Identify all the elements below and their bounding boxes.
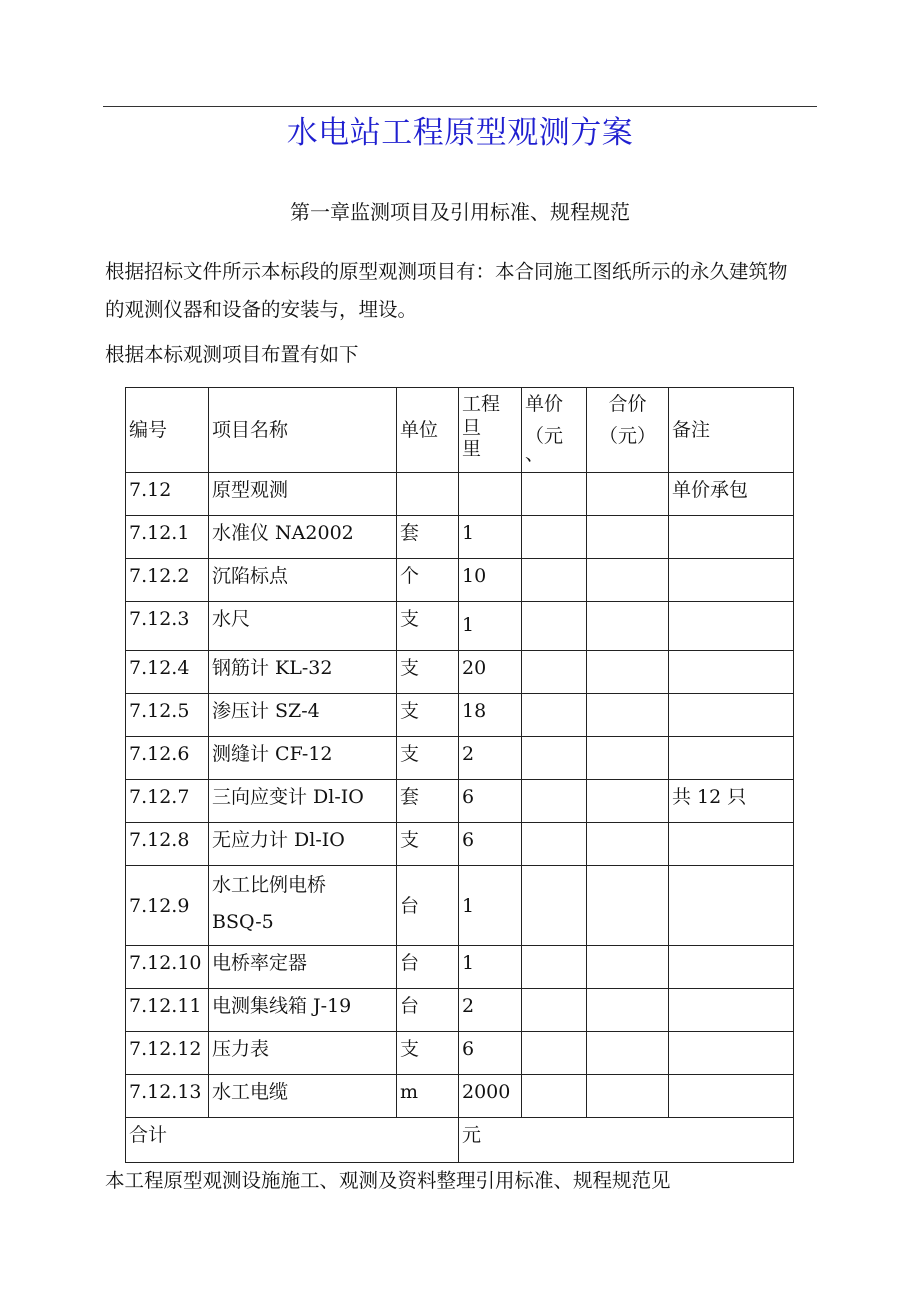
cell-quantity: 1 (459, 946, 522, 989)
cell-unit-price (522, 866, 587, 946)
cell-total-price (587, 989, 669, 1032)
cell-total-price (587, 946, 669, 989)
cell-unit-price (522, 1032, 587, 1075)
cell-total-price (587, 1032, 669, 1075)
cell-quantity: 6 (459, 823, 522, 866)
header-name: 项目名称 (209, 388, 397, 473)
cell-unit: 套 (397, 780, 459, 823)
cell-total-price (587, 559, 669, 602)
table-row (126, 866, 794, 946)
table-row (126, 823, 794, 866)
cell-code: 7.12.5 (126, 694, 209, 737)
cell-name: 测缝计 CF-12 (209, 737, 397, 780)
cell-total-price (587, 866, 669, 946)
cell-code: 7.12.12 (126, 1032, 209, 1075)
cell-unit: 支 (397, 694, 459, 737)
cell-name (209, 866, 397, 946)
cell-code: 7.12.13 (126, 1075, 209, 1118)
cell-quantity (459, 473, 522, 516)
cell-unit-price (522, 737, 587, 780)
cell-quantity: 10 (459, 559, 522, 602)
header-total-price (587, 388, 669, 473)
cell-code: 7.12.10 (126, 946, 209, 989)
cell-unit-price (522, 1075, 587, 1118)
cell-quantity: 18 (459, 694, 522, 737)
cell-total-price (587, 823, 669, 866)
header-quantity (459, 388, 522, 473)
header-total-price-line1: 合价 (608, 393, 647, 415)
cell-unit: 支 (397, 1032, 459, 1075)
cell-name-line2: BSQ-5 (212, 911, 274, 933)
cell-code: 7.12.3 (126, 602, 209, 651)
cell-remark (669, 516, 794, 559)
total-value: 元 (459, 1118, 794, 1163)
top-rule (103, 106, 817, 107)
cell-name: 电桥率定器 (209, 946, 397, 989)
table-total-row (126, 1118, 794, 1163)
header-quantity-line3: 里 (462, 438, 482, 460)
table-row (126, 516, 794, 559)
cell-unit: 台 (397, 946, 459, 989)
cell-unit: 支 (397, 602, 459, 651)
cell-remark: 共 12 只 (669, 780, 794, 823)
cell-total-price (587, 1075, 669, 1118)
cell-quantity: 1 (459, 516, 522, 559)
monitoring-items-table (125, 387, 794, 1163)
cell-remark (669, 559, 794, 602)
cell-total-price (587, 780, 669, 823)
table-row (126, 989, 794, 1032)
table-row (126, 946, 794, 989)
chapter-title: 第一章监测项目及引用标准、规程规范 (290, 200, 630, 224)
table-row (126, 694, 794, 737)
cell-name: 压力表 (209, 1032, 397, 1075)
table-header-row (126, 388, 794, 473)
cell-unit: 支 (397, 651, 459, 694)
cell-unit-price (522, 473, 587, 516)
cell-code: 7.12.1 (126, 516, 209, 559)
cell-unit-price (522, 989, 587, 1032)
cell-unit-price (522, 780, 587, 823)
cell-code: 7.12.6 (126, 737, 209, 780)
table-row (126, 1075, 794, 1118)
cell-unit: 支 (397, 823, 459, 866)
cell-code: 7.12.4 (126, 651, 209, 694)
header-quantity-line2: 旦 (462, 417, 482, 439)
table-intro: 根据本标观测项目布置有如下 (105, 343, 359, 366)
cell-name: 渗压计 SZ-4 (209, 694, 397, 737)
cell-quantity: 6 (459, 780, 522, 823)
cell-code: 7.12.2 (126, 559, 209, 602)
table-row (126, 602, 794, 651)
cell-quantity: 1 (459, 866, 522, 946)
cell-name: 水尺 (209, 602, 397, 651)
cell-name: 原型观测 (209, 473, 397, 516)
header-code: 编号 (126, 388, 209, 473)
cell-remark (669, 946, 794, 989)
cell-name: 沉陷标点 (209, 559, 397, 602)
intro-paragraph: 根据招标文件所示本标段的原型观测项目有：本合同施工图纸所示的永久建筑物的观测仪器和设备的安装与，埋设。 (105, 260, 788, 321)
cell-name-line1: 水工比例电桥 (212, 874, 327, 896)
table-row (126, 780, 794, 823)
cell-name: 电测集线箱 J-19 (209, 989, 397, 1032)
header-total-price-line2: （元） (598, 425, 656, 447)
cell-name: 水准仪 NA2002 (209, 516, 397, 559)
table-row (126, 559, 794, 602)
cell-unit: 台 (397, 866, 459, 946)
cell-quantity: 2 (459, 737, 522, 780)
cell-unit: 支 (397, 737, 459, 780)
cell-unit: m (397, 1075, 459, 1118)
cell-unit-price (522, 694, 587, 737)
header-unit-price-line1: 单价 (525, 393, 564, 415)
cell-remark (669, 823, 794, 866)
cell-quantity: 1 (459, 602, 522, 651)
cell-unit: 个 (397, 559, 459, 602)
cell-unit: 台 (397, 989, 459, 1032)
document-title: 水电站工程原型观测方案 (286, 115, 634, 151)
cell-unit-price (522, 602, 587, 651)
header-remark: 备注 (669, 388, 794, 473)
closing-paragraph: 本工程原型观测设施施工、观测及资料整理引用标准、规程规范见 (105, 1169, 671, 1192)
cell-total-price (587, 602, 669, 651)
cell-remark (669, 737, 794, 780)
cell-remark (669, 694, 794, 737)
cell-unit (397, 473, 459, 516)
cell-unit: 套 (397, 516, 459, 559)
cell-code: 7.12.7 (126, 780, 209, 823)
cell-code: 7.12.8 (126, 823, 209, 866)
cell-unit-price (522, 946, 587, 989)
header-unit-price-line3: 、 (525, 443, 545, 465)
header-quantity-line1: 工程 (462, 393, 501, 415)
cell-remark (669, 866, 794, 946)
cell-quantity: 6 (459, 1032, 522, 1075)
header-unit: 单位 (397, 388, 459, 473)
cell-name: 无应力计 Dl-IO (209, 823, 397, 866)
cell-name: 三向应变计 Dl-IO (209, 780, 397, 823)
cell-remark (669, 989, 794, 1032)
table-row (126, 1032, 794, 1075)
table-row (126, 737, 794, 780)
cell-unit-price (522, 823, 587, 866)
table-row (126, 651, 794, 694)
cell-code: 7.12 (126, 473, 209, 516)
cell-total-price (587, 694, 669, 737)
cell-total-price (587, 737, 669, 780)
cell-unit-price (522, 651, 587, 694)
cell-remark (669, 651, 794, 694)
cell-total-price (587, 516, 669, 559)
cell-quantity: 20 (459, 651, 522, 694)
header-unit-price (522, 388, 587, 473)
cell-quantity: 2 (459, 989, 522, 1032)
cell-unit-price (522, 516, 587, 559)
cell-total-price (587, 473, 669, 516)
cell-name: 水工电缆 (209, 1075, 397, 1118)
cell-code: 7.12.11 (126, 989, 209, 1032)
cell-code: 7.12.9 (126, 866, 209, 946)
cell-unit-price (522, 559, 587, 602)
header-unit-price-line2: （元 (525, 425, 564, 447)
table-row (126, 473, 794, 516)
cell-quantity: 2000 (459, 1075, 522, 1118)
cell-remark: 单价承包 (669, 473, 794, 516)
cell-name: 钢筋计 KL-32 (209, 651, 397, 694)
cell-remark (669, 1075, 794, 1118)
cell-total-price (587, 651, 669, 694)
cell-remark (669, 1032, 794, 1075)
cell-remark (669, 602, 794, 651)
total-label: 合计 (126, 1118, 459, 1163)
